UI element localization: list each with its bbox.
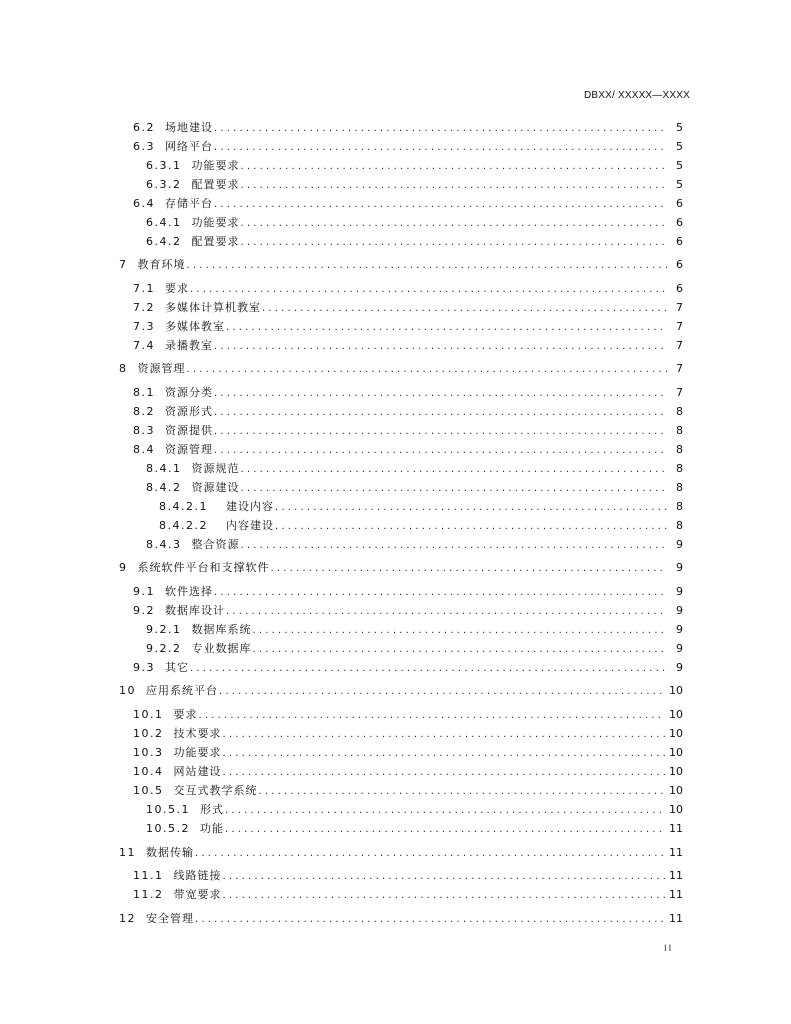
toc-entry-title: 专业数据库 xyxy=(191,642,252,655)
toc-entry[interactable] xyxy=(146,642,683,657)
toc-entry-number: 11 xyxy=(119,846,136,859)
toc-entry-title: 配置要求 xyxy=(191,235,240,248)
toc-dot-leader xyxy=(223,870,666,884)
toc-entry[interactable] xyxy=(119,912,683,927)
page-number-marker: II xyxy=(664,944,674,954)
toc-entry[interactable] xyxy=(146,822,683,837)
toc-entry-page: 6 xyxy=(676,258,683,271)
toc-entry[interactable] xyxy=(133,301,683,316)
toc-entry-title: 数据库设计 xyxy=(165,604,225,617)
toc-dot-leader xyxy=(226,605,667,619)
toc-entry-title: 数据传输 xyxy=(146,846,194,859)
toc-entry-page: 11 xyxy=(669,912,683,925)
toc-entry-number: 8.4.2.1 xyxy=(159,500,208,513)
toc-entry[interactable] xyxy=(146,623,683,638)
toc-dot-leader xyxy=(214,444,667,458)
toc-entry-title: 功能要求 xyxy=(191,216,240,229)
toc-entry-number: 10.4 xyxy=(133,765,164,778)
toc-entry[interactable] xyxy=(133,708,683,723)
toc-entry-number: 7 xyxy=(119,258,128,271)
toc-entry-title: 形式 xyxy=(200,803,224,816)
toc-entry-title: 功能 xyxy=(200,822,224,835)
toc-entry-title: 技术要求 xyxy=(173,727,222,740)
toc-entry-title: 多媒体计算机教室 xyxy=(165,301,261,314)
toc-entry-title: 交互式教学系统 xyxy=(173,784,258,797)
toc-entry-number: 8.2 xyxy=(133,405,155,418)
toc-entry-number: 7.1 xyxy=(133,282,155,295)
toc-entry-number: 10 xyxy=(119,684,136,697)
toc-dot-leader xyxy=(241,160,668,174)
toc-entry[interactable] xyxy=(133,746,683,761)
toc-entry-number: 10.3 xyxy=(133,746,164,759)
toc-entry-title: 资源建设 xyxy=(191,481,240,494)
toc-entry-number: 10.5.1 xyxy=(146,803,190,816)
toc-dot-leader xyxy=(190,662,667,676)
toc-entry-title: 应用系统平台 xyxy=(146,684,218,697)
document-code: DBXX/ XXXXX—XXXX xyxy=(583,90,690,101)
toc-dot-leader xyxy=(226,321,667,335)
toc-entry-page: 6 xyxy=(676,235,683,248)
toc-dot-leader xyxy=(241,217,668,231)
toc-dot-leader xyxy=(223,889,666,903)
toc-entry[interactable] xyxy=(119,258,683,273)
toc-entry[interactable] xyxy=(133,197,683,212)
toc-dot-leader xyxy=(241,463,668,477)
toc-entry-title: 线路链接 xyxy=(173,869,222,882)
toc-entry-page: 9 xyxy=(676,604,683,617)
toc-dot-leader xyxy=(214,141,667,155)
toc-entry-page: 10 xyxy=(669,684,683,697)
toc-entry[interactable] xyxy=(119,561,683,576)
toc-dot-leader xyxy=(225,823,665,837)
toc-entry-page: 9 xyxy=(676,642,683,655)
toc-dot-leader xyxy=(214,122,667,136)
toc-entry-page: 10 xyxy=(669,784,683,797)
toc-entry[interactable] xyxy=(133,585,683,600)
toc-entry-page: 10 xyxy=(669,727,683,740)
toc-entry-page: 6 xyxy=(676,216,683,229)
toc-entry-page: 9 xyxy=(676,623,683,636)
toc-entry[interactable] xyxy=(119,362,683,377)
toc-entry[interactable] xyxy=(146,462,683,477)
toc-dot-leader xyxy=(241,179,668,193)
toc-entry-page: 11 xyxy=(669,846,683,859)
toc-entry-title: 配置要求 xyxy=(191,178,240,191)
toc-entry-number: 8.4.2.2 xyxy=(159,519,208,532)
toc-entry-page: 10 xyxy=(669,746,683,759)
toc-entry[interactable] xyxy=(146,803,683,818)
toc-dot-leader xyxy=(214,406,667,420)
toc-entry[interactable] xyxy=(133,888,683,903)
toc-dot-leader xyxy=(275,501,667,515)
toc-entry-title: 录播教室 xyxy=(165,339,213,352)
toc-entry-title: 整合资源 xyxy=(191,538,240,551)
toc-entry-title: 软件选择 xyxy=(165,585,213,598)
toc-entry-number: 8.4.2 xyxy=(146,481,182,494)
toc-entry-number: 9.2.1 xyxy=(146,623,182,636)
toc-entry-title: 资源规范 xyxy=(191,462,240,475)
toc-entry-page: 5 xyxy=(676,178,683,191)
toc-entry-number: 11.1 xyxy=(133,869,164,882)
toc-entry-title: 功能要求 xyxy=(173,746,222,759)
toc-entry-number: 9.2.2 xyxy=(146,642,182,655)
toc-entry-page: 6 xyxy=(676,197,683,210)
toc-entry-title: 其它 xyxy=(165,661,189,674)
toc-entry-page: 6 xyxy=(676,282,683,295)
toc-dot-leader xyxy=(214,387,667,401)
toc-entry-number: 10.2 xyxy=(133,727,164,740)
toc-entry-title: 资源分类 xyxy=(165,386,213,399)
toc-entry-number: 8.3 xyxy=(133,424,155,437)
toc-entry[interactable] xyxy=(133,727,683,742)
toc-entry-number: 7.3 xyxy=(133,320,155,333)
toc-entry-number: 6.4.1 xyxy=(146,216,182,229)
toc-entry[interactable] xyxy=(146,481,683,496)
toc-entry-number: 8.1 xyxy=(133,386,155,399)
toc-entry-number: 8.4 xyxy=(133,443,155,456)
toc-entry-number: 6.4 xyxy=(133,197,155,210)
toc-dot-leader xyxy=(195,913,665,927)
toc-entry-page: 8 xyxy=(676,500,683,513)
toc-entry-title: 带宽要求 xyxy=(173,888,222,901)
toc-entry[interactable] xyxy=(159,500,683,515)
toc-entry-title: 资源管理 xyxy=(165,443,213,456)
toc-entry[interactable] xyxy=(133,405,683,420)
toc-dot-leader xyxy=(253,624,668,638)
toc-entry-title: 数据库系统 xyxy=(191,623,252,636)
toc-entry[interactable] xyxy=(119,684,683,699)
toc-dot-leader xyxy=(214,586,667,600)
toc-entry-page: 8 xyxy=(676,443,683,456)
toc-entry-title: 场地建设 xyxy=(165,121,213,134)
toc-entry-page: 11 xyxy=(669,869,683,882)
toc-entry-number: 9.2 xyxy=(133,604,155,617)
toc-entry[interactable] xyxy=(133,869,683,884)
toc-entry[interactable] xyxy=(146,538,683,553)
toc-entry-number: 6.4.2 xyxy=(146,235,182,248)
toc-entry[interactable] xyxy=(146,159,683,174)
toc-entry-number: 6.2 xyxy=(133,121,155,134)
toc-entry-number: 9 xyxy=(119,561,128,574)
toc-entry-number: 12 xyxy=(119,912,136,925)
toc-entry[interactable] xyxy=(133,784,683,799)
toc-dot-leader xyxy=(223,728,666,742)
toc-entry[interactable] xyxy=(119,846,683,861)
toc-entry-page: 7 xyxy=(676,320,683,333)
toc-entry-number: 10.1 xyxy=(133,708,164,721)
toc-entry-page: 7 xyxy=(676,386,683,399)
toc-entry[interactable] xyxy=(133,386,683,401)
toc-entry-title: 建设内容 xyxy=(225,500,274,513)
toc-entry-title: 网站建设 xyxy=(173,765,222,778)
toc-entry-title: 多媒体教室 xyxy=(165,320,225,333)
toc-entry-title: 内容建设 xyxy=(225,519,274,532)
toc-entry-number: 11.2 xyxy=(133,888,164,901)
toc-entry-number: 6.3.2 xyxy=(146,178,182,191)
toc-dot-leader xyxy=(190,283,667,297)
toc-dot-leader xyxy=(187,363,668,377)
toc-entry-page: 9 xyxy=(676,538,683,551)
toc-entry-number: 10.5 xyxy=(133,784,164,797)
toc-dot-leader xyxy=(214,340,667,354)
toc-entry[interactable] xyxy=(133,424,683,439)
toc-entry-title: 要求 xyxy=(165,282,189,295)
toc-entry-page: 10 xyxy=(669,708,683,721)
toc-entry-page: 5 xyxy=(676,121,683,134)
toc-entry-page: 7 xyxy=(676,339,683,352)
toc-entry-title: 教育环境 xyxy=(137,258,186,271)
toc-entry-title: 资源提供 xyxy=(165,424,213,437)
toc-entry-title: 存储平台 xyxy=(165,197,213,210)
toc-entry-number: 6.3 xyxy=(133,140,155,153)
toc-dot-leader xyxy=(241,539,668,553)
toc-entry-title: 要求 xyxy=(173,708,198,721)
toc-dot-leader xyxy=(253,643,668,657)
toc-entry-number: 8.4.3 xyxy=(146,538,182,551)
toc-entry-page: 8 xyxy=(676,519,683,532)
toc-entry-page: 8 xyxy=(676,405,683,418)
toc-entry-page: 7 xyxy=(676,362,683,375)
toc-entry[interactable] xyxy=(133,339,683,354)
toc-entry-page: 11 xyxy=(669,822,683,835)
toc-dot-leader xyxy=(187,259,668,273)
toc-entry-number: 7.2 xyxy=(133,301,155,314)
toc-entry[interactable] xyxy=(146,178,683,193)
toc-dot-leader xyxy=(199,709,666,723)
toc-dot-leader xyxy=(262,302,667,316)
toc-dot-leader xyxy=(241,236,668,250)
toc-entry-page: 5 xyxy=(676,159,683,172)
toc-dot-leader xyxy=(259,785,666,799)
toc-entry-title: 资源管理 xyxy=(137,362,186,375)
toc-entry-title: 系统软件平台和支撑软件 xyxy=(137,561,270,574)
toc-entry-number: 9.3 xyxy=(133,661,155,674)
toc-entry[interactable] xyxy=(133,140,683,155)
toc-entry-title: 资源形式 xyxy=(165,405,213,418)
toc-entry-number: 6.3.1 xyxy=(146,159,182,172)
toc-entry[interactable] xyxy=(133,661,683,676)
toc-entry-number: 10.5.2 xyxy=(146,822,190,835)
toc-entry-title: 网络平台 xyxy=(165,140,213,153)
toc-entry[interactable] xyxy=(146,216,683,231)
toc-entry-page: 11 xyxy=(669,888,683,901)
toc-entry-page: 8 xyxy=(676,462,683,475)
toc-entry[interactable] xyxy=(146,235,683,250)
toc-entry-page: 10 xyxy=(669,803,683,816)
toc-entry-page: 9 xyxy=(676,661,683,674)
toc-entry-page: 5 xyxy=(676,140,683,153)
toc-entry-page: 8 xyxy=(676,481,683,494)
toc-dot-leader xyxy=(275,520,667,534)
toc-entry[interactable] xyxy=(133,604,683,619)
toc-entry-title: 安全管理 xyxy=(146,912,194,925)
toc-entry[interactable] xyxy=(133,121,683,136)
toc-entry-number: 8.4.1 xyxy=(146,462,182,475)
toc-entry[interactable] xyxy=(133,320,683,335)
toc-dot-leader xyxy=(223,766,666,780)
toc-entry[interactable] xyxy=(133,443,683,458)
toc-dot-leader xyxy=(225,804,665,818)
toc-dot-leader xyxy=(241,482,668,496)
toc-entry-page: 9 xyxy=(676,561,683,574)
toc-dot-leader xyxy=(214,425,667,439)
toc-dot-leader xyxy=(195,847,665,861)
toc-dot-leader xyxy=(271,562,668,576)
toc-entry[interactable] xyxy=(133,765,683,780)
toc-entry-page: 7 xyxy=(676,301,683,314)
toc-dot-leader xyxy=(223,747,666,761)
toc-dot-leader xyxy=(214,198,667,212)
toc-entry-page: 8 xyxy=(676,424,683,437)
toc-dot-leader xyxy=(219,685,665,699)
toc-entry-page: 10 xyxy=(669,765,683,778)
toc-entry-title: 功能要求 xyxy=(191,159,240,172)
toc-entry-number: 8 xyxy=(119,362,128,375)
toc-entry-number: 9.1 xyxy=(133,585,155,598)
toc-entry-page: 9 xyxy=(676,585,683,598)
toc-entry[interactable] xyxy=(133,282,683,297)
toc-entry[interactable] xyxy=(159,519,683,534)
toc-entry-number: 7.4 xyxy=(133,339,155,352)
